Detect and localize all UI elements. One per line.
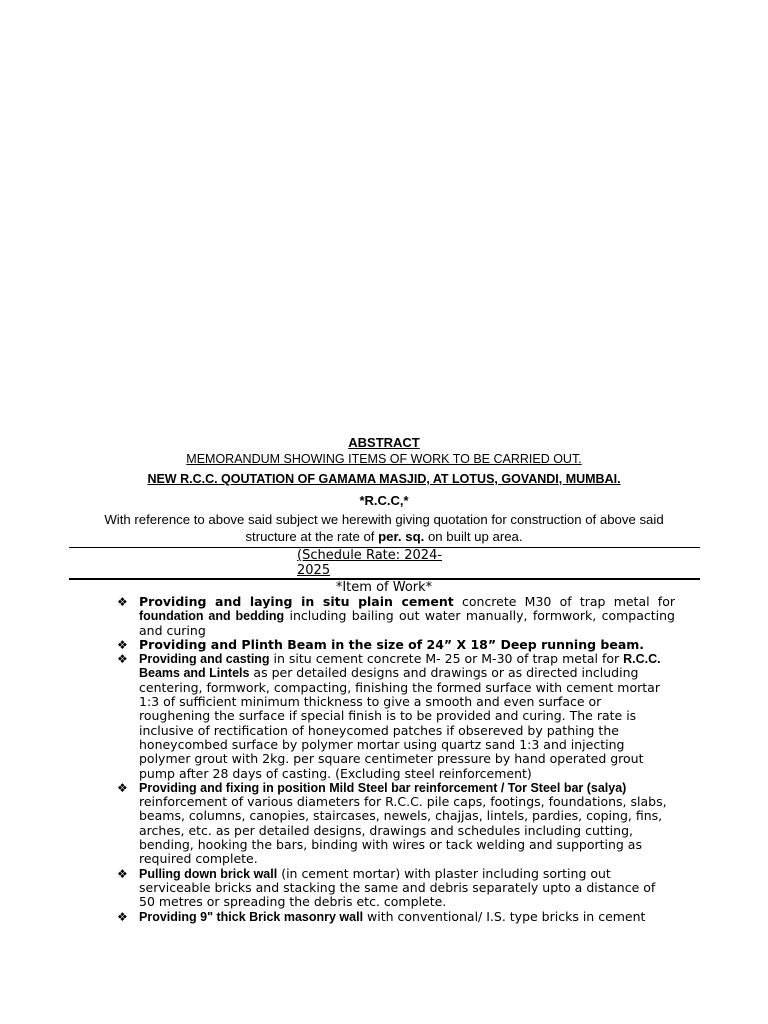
diamond-bullet-icon: ❖ bbox=[117, 652, 128, 667]
item-text: in situ cement concrete M- 25 or M-30 of trap metal for bbox=[269, 651, 624, 667]
item-text-2: including bailing out water manually, formwork, compacting and curing bbox=[139, 608, 675, 638]
diamond-bullet-icon: ❖ bbox=[117, 909, 128, 924]
abstract-title: ABSTRACT bbox=[348, 435, 420, 450]
memorandum-line: MEMORANDUM SHOWING ITEMS OF WORK TO BE CARRIED OUT. bbox=[186, 452, 582, 466]
item-bold-text: Providing and fixing in position Mild Steel bar reinforcement / Tor Steel bar (salya) bbox=[139, 780, 627, 795]
list-item bbox=[117, 781, 675, 867]
intro-text-2: on built up area. bbox=[424, 529, 523, 544]
diamond-bullet-icon: ❖ bbox=[117, 595, 128, 609]
list-item bbox=[117, 595, 675, 638]
project-title: NEW R.C.C. QOUTATION OF GAMAMA MASJID, AT LOTUS, GOVANDI, MUMBAI. bbox=[147, 472, 621, 486]
item-bold-text: Providing and Plinth Beam in the size of 24” X 18” Deep running beam. bbox=[139, 636, 645, 652]
work-items-list bbox=[117, 595, 675, 924]
item-bold-text: Providing and laying in situ plain cement bbox=[139, 594, 454, 609]
diamond-bullet-icon: ❖ bbox=[117, 637, 128, 652]
list-item bbox=[117, 638, 675, 652]
schedule-rate: (Schedule Rate: 2024-2025 bbox=[297, 548, 443, 578]
diamond-bullet-icon: ❖ bbox=[117, 780, 128, 795]
item-bold-text-2: foundation and bedding bbox=[139, 609, 285, 624]
list-item bbox=[117, 867, 675, 910]
item-text: reinforcement of various diameters for R.C.C. pile caps, footings, foundations, slabs, beams, columns, canopies, staircases, newels, chajjas, lintels, pardies, coping, fins, arches, etc. as per detailed designs, drawings and schedules including cutting, bending, hooking the bars, binding with wires or tack welding and supporting as required complete. bbox=[139, 794, 667, 867]
item-of-work-heading: *Item of Work* bbox=[335, 580, 433, 595]
item-text: (in cement mortar) with plaster including sorting out serviceable bricks and stacking the same and debris separately upto a distance of 50 metres or spreading the debris etc. complete. bbox=[139, 865, 656, 910]
diamond-bullet-icon: ❖ bbox=[117, 866, 128, 881]
rcc-heading: *R.C.C,* bbox=[359, 493, 409, 508]
intro-text-1: With reference to above said subject we herewith giving quotation for construction of above said structure at the rate of bbox=[104, 512, 664, 544]
item-bold-text: Providing 9" thick Brick masonry wall bbox=[139, 909, 364, 924]
list-item bbox=[117, 910, 675, 924]
item-bold-text-2: R.C.C. Beams and Lintels bbox=[139, 652, 661, 681]
item-text: concrete M30 of trap metal for bbox=[453, 594, 675, 609]
intro-rate-unit: per. sq. bbox=[378, 529, 425, 544]
list-item bbox=[117, 652, 675, 781]
item-text-2: as per detailed designs and drawings or as directed including centering, formwork, compacting, finishing the formed surface with cement mortar 1:3 of sufficient minimum thickness to give a smooth and even surface or roughening the surface if special finish is to be provided and curing. The rate is inclusive of rectification of honeycomed patches if obsereved by pathing the honeycombed surface by polymer mortar using quartz sand 1:3 and injecting polymer grout with 2kg. per square centimeter pressure by hand operated grout pump after 28 days of casting. (Excluding steel reinforcement) bbox=[139, 665, 660, 781]
item-bold-text: Pulling down brick wall bbox=[139, 866, 278, 881]
item-text: with conventional/ I.S. type bricks in cement bbox=[363, 908, 646, 924]
intro-paragraph bbox=[92, 511, 676, 545]
item-bold-text: Providing and casting bbox=[139, 652, 270, 667]
